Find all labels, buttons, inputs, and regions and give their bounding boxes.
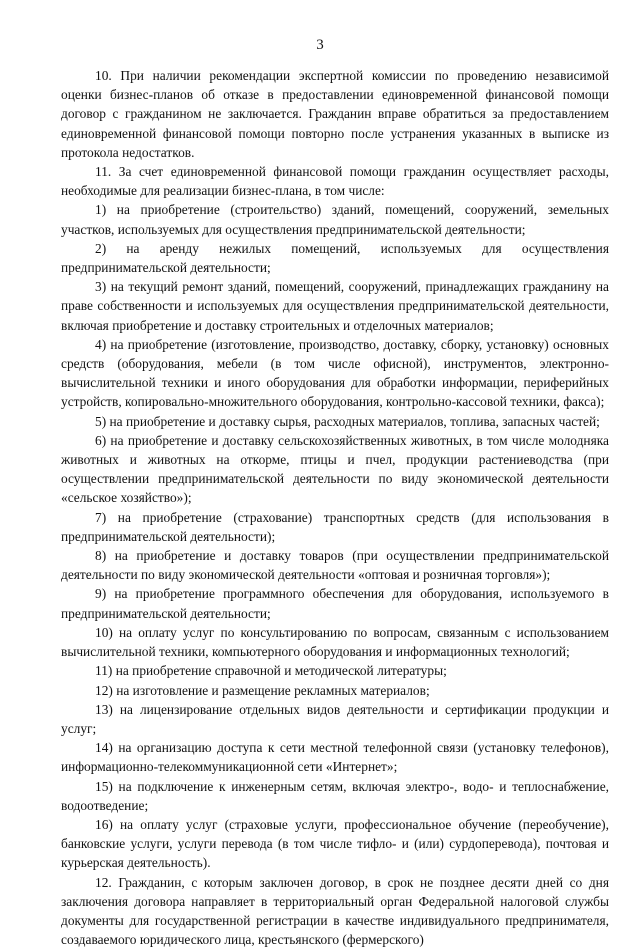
list-item-5: 5) на приобретение и доставку сырья, расходных материалов, топлива, запасных частей; — [95, 413, 600, 429]
list-item-10: 10) на оплату услуг по консультированию по вопросам, связанным с использованием вычислительной техники, компьютерного оборудования и информационных технологий; — [61, 624, 609, 660]
list-item-14: 14) на организацию доступа к сети местной телефонной связи (установку телефонов), информационно-телекоммуникационной сети «Интернет»; — [61, 740, 609, 775]
list-item-16: 16) на оплату услуг (страховые услуги, профессиональное обучение (переобучение), банковские услуги, услуги перевода (в том числе тифло- и (или) сурдоперевода), почтовая и курьерская деятельность). — [61, 816, 609, 871]
document-body — [61, 66, 609, 949]
list-item-11: 11) на приобретение справочной и методической литературы; — [95, 663, 447, 679]
list-item-12: 12) на изготовление и размещение рекламных материалов; — [95, 682, 430, 698]
list-item-4: 4) на приобретение (изготовление, производство, доставку, сборку, установку) основных средств (оборудования, мебели (в том числе офисной), инструментов, электронно-вычислительной техники и иного оборудования для обработки информации, периферийных устройств, копировально-множительного оборудования, контрольно-кассовой техники, факса); — [61, 336, 609, 410]
list-item-13: 13) на лицензирование отдельных видов деятельности и сертификации продукции и услуг; — [61, 701, 609, 736]
list-item-3: 3) на текущий ремонт зданий, помещений, сооружений, принадлежащих гражданину на праве собственности и используемых для осуществления предпринимательской деятельности, включая приобретение и доставку строительных и отделочных материалов; — [61, 279, 609, 333]
list-item-9: 9) на приобретение программного обеспечения для оборудования, используемого в предпринимательской деятельности; — [61, 586, 609, 621]
paragraph-item-12: 12. Гражданин, с которым заключен договор, в срок не позднее десяти дней со дня заключения договора направляет в территориальный орган Федеральной налоговой службы документы для государственной регистрации в качестве индивидуального предпринимателя, создаваемого юридического лица, крестьянского (фермерского) — [61, 874, 609, 948]
list-item-15: 15) на подключение к инженерным сетям, включая электро-, водо- и теплоснабжение, водоотведение; — [61, 778, 609, 813]
page-number: 3 — [316, 37, 324, 53]
list-item-1: 1) на приобретение (строительство) зданий, помещений, сооружений, земельных участков, используемых для осуществления предпринимательской деятельности; — [61, 202, 609, 237]
paragraph-item-10: 10. При наличии рекомендации экспертной комиссии по проведению независимой оценки бизнес-планов об отказе в предоставлении единовременной финансовой помощи договор с гражданином не заключается. Гражданин вправе обратиться за предоставлением единовременной финансовой помощи повторно после устранения указанных в выписке из протокола недостатков. — [61, 68, 609, 160]
list-item-2: 2) на аренду нежилых помещений, используемых для осуществления предпринимательской деятельности; — [61, 240, 609, 276]
list-item-7: 7) на приобретение (страхование) транспортных средств (для использования в предпринимательской деятельности); — [61, 509, 609, 544]
list-item-6: 6) на приобретение и доставку сельскохозяйственных животных, в том числе молодняка животных и животных на откорме, птицы и пчел, продукции растениеводства (при осуществлении предпринимательской деятельности по виду экономической деятельности «сельское хозяйство»); — [61, 432, 609, 506]
paragraph-item-11: 11. За счет единовременной финансовой помощи гражданин осуществляет расходы, необходимые для реализации бизнес-плана, в том числе: — [61, 164, 609, 199]
list-item-8: 8) на приобретение и доставку товаров (при осуществлении предпринимательской деятельности по виду экономической деятельности «оптовая и розничная торговля»); — [61, 548, 609, 583]
